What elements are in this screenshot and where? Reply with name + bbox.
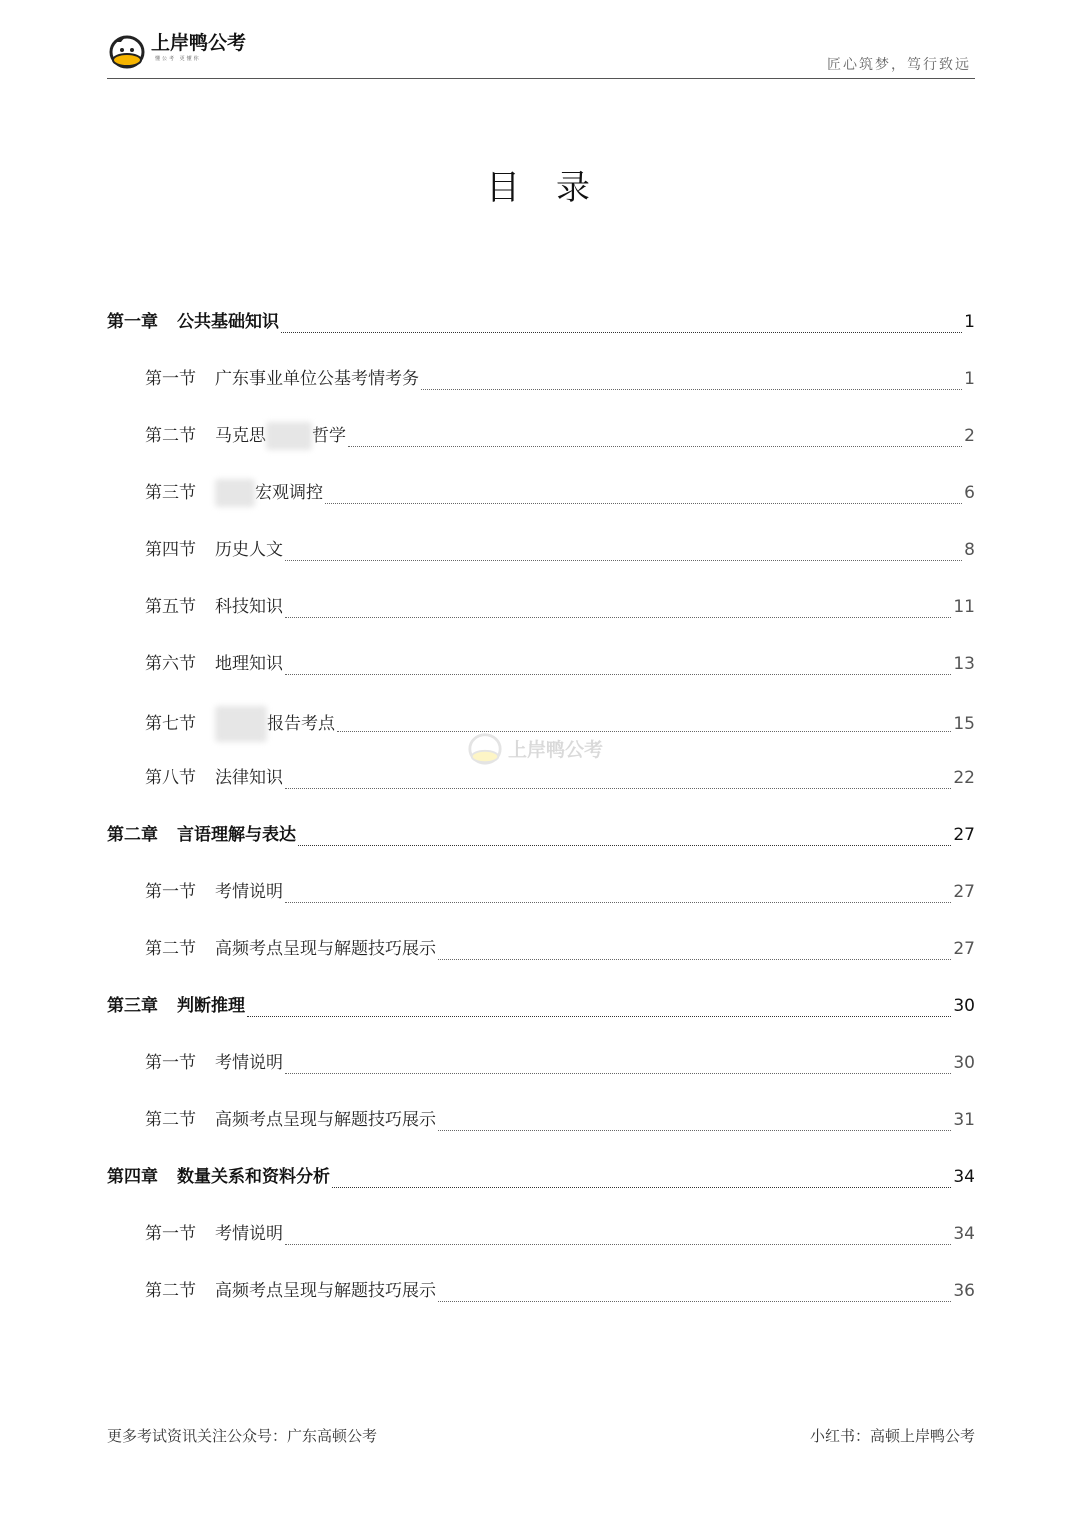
toc-entry-title [215,421,346,450]
table-of-contents [107,280,975,1306]
watermark-text: 上岸鸭公考 [508,738,604,761]
toc-page-number: 30 [953,996,975,1016]
toc-entry-title: 高频考点呈现与解题技巧展示 [215,1110,436,1130]
toc-section-row[interactable] [107,1192,975,1249]
page-header [107,28,975,80]
toc-entry-title [215,478,323,507]
dot-leader [285,616,951,618]
dot-leader [337,730,951,732]
toc-page-number: 2 [964,426,975,446]
toc-entry-number: 第二节 [145,426,196,446]
dot-leader [285,1072,951,1074]
toc-entry-title: 法律知识 [215,768,283,788]
dot-leader [332,1186,951,1188]
toc-entry-number: 第二章 [107,825,158,845]
toc-entry-number: 第八节 [145,768,196,788]
toc-section-row[interactable] [107,1021,975,1078]
toc-entry-title-part: 马克思 [215,426,266,446]
toc-entry-title: 考情说明 [215,882,283,902]
redacted-text-blur [266,422,312,450]
dot-leader [325,502,962,504]
toc-page-number: 27 [953,939,975,959]
toc-section-row[interactable] [107,508,975,565]
toc-entry-title: 广东事业单位公基考情考务 [215,369,419,389]
toc-entry-title-part: 哲学 [312,426,346,446]
dot-leader [438,958,951,960]
toc-entry-title: 数量关系和资料分析 [177,1167,330,1187]
redacted-text-blur [215,479,255,507]
toc-section-row[interactable] [107,565,975,622]
dot-leader [281,331,962,333]
toc-chapter-row[interactable] [107,280,975,337]
dot-leader [285,1243,951,1245]
toc-entry-number: 第二节 [145,939,196,959]
dot-leader [285,559,962,561]
header-divider [107,78,975,79]
toc-entry-number: 第一节 [145,1224,196,1244]
toc-page-number: 36 [953,1281,975,1301]
toc-page-number: 34 [953,1167,975,1187]
toc-page-number: 30 [953,1053,975,1073]
toc-section-row[interactable] [107,850,975,907]
dot-leader [298,844,951,846]
toc-page-number: 34 [953,1224,975,1244]
dot-leader [285,673,951,675]
toc-entry-title: 地理知识 [215,654,283,674]
logo-tagline: 懂公考 更懂你 [155,56,201,62]
toc-entry-number: 第一章 [107,312,158,332]
toc-page-number: 15 [953,714,975,734]
toc-entry-number: 第二节 [145,1281,196,1301]
toc-entry-number: 第三节 [145,483,196,503]
toc-page-number: 27 [953,882,975,902]
header-slogan: 匠心筑梦，笃行致远 [827,57,971,73]
toc-page-number: 31 [953,1110,975,1130]
dot-leader [285,901,951,903]
dot-leader [438,1129,951,1131]
toc-chapter-row[interactable] [107,793,975,850]
toc-entry-number: 第三章 [107,996,158,1016]
toc-entry-title: 科技知识 [215,597,283,617]
dot-leader [438,1300,951,1302]
toc-entry-number: 第二节 [145,1110,196,1130]
toc-entry-title: 历史人文 [215,540,283,560]
toc-page-number: 22 [953,768,975,788]
footer-xiaohongshu-note: 小红书：高顿上岸鸭公考 [809,1427,975,1445]
toc-section-row[interactable] [107,1078,975,1135]
toc-entry-number: 第四节 [145,540,196,560]
toc-entry-title: 高频考点呈现与解题技巧展示 [215,939,436,959]
toc-page-number: 6 [964,483,975,503]
toc-entry-number: 第五节 [145,597,196,617]
toc-section-row[interactable] [107,337,975,394]
toc-page-number: 8 [964,540,975,560]
toc-page-number: 1 [964,312,975,332]
toc-section-row[interactable] [107,1249,975,1306]
brand-logo [107,32,246,72]
toc-section-row[interactable] [107,451,975,508]
toc-entry-number: 第六节 [145,654,196,674]
toc-chapter-row[interactable] [107,1135,975,1192]
toc-entry-number: 第七节 [145,714,196,734]
toc-chapter-row[interactable] [107,964,975,1021]
footer-wechat-note: 更多考试资讯关注公众号：广东高顿公考 [107,1427,378,1445]
watermark [466,728,616,768]
toc-entry-number: 第一节 [145,369,196,389]
dot-leader [421,388,962,390]
toc-section-row[interactable] [107,907,975,964]
toc-page-number: 1 [964,369,975,389]
toc-entry-title: 考情说明 [215,1053,283,1073]
toc-entry-title-part: 宏观调控 [255,483,323,503]
toc-page-number: 11 [953,597,975,617]
toc-section-row[interactable] [107,394,975,451]
toc-entry-title: 高频考点呈现与解题技巧展示 [215,1281,436,1301]
toc-entry-title: 判断推理 [177,996,245,1016]
toc-entry-number: 第一节 [145,882,196,902]
page-title: 目录 [486,168,626,208]
toc-entry-number: 第四章 [107,1167,158,1187]
duck-logo-icon [107,32,147,70]
toc-page-number: 27 [953,825,975,845]
toc-entry-title: 公共基础知识 [177,312,279,332]
toc-entry-title: 言语理解与表达 [177,825,296,845]
dot-leader [247,1015,951,1017]
toc-entry-title: 考情说明 [215,1224,283,1244]
logo-name: 上岸鸭公考 [151,32,247,54]
dot-leader [348,445,962,447]
toc-entry-number: 第一节 [145,1053,196,1073]
duck-watermark-icon [466,730,504,766]
dot-leader [285,787,951,789]
toc-section-row[interactable] [107,622,975,679]
toc-entry-title-part: 报告考点 [267,714,335,734]
toc-page-number: 13 [953,654,975,674]
